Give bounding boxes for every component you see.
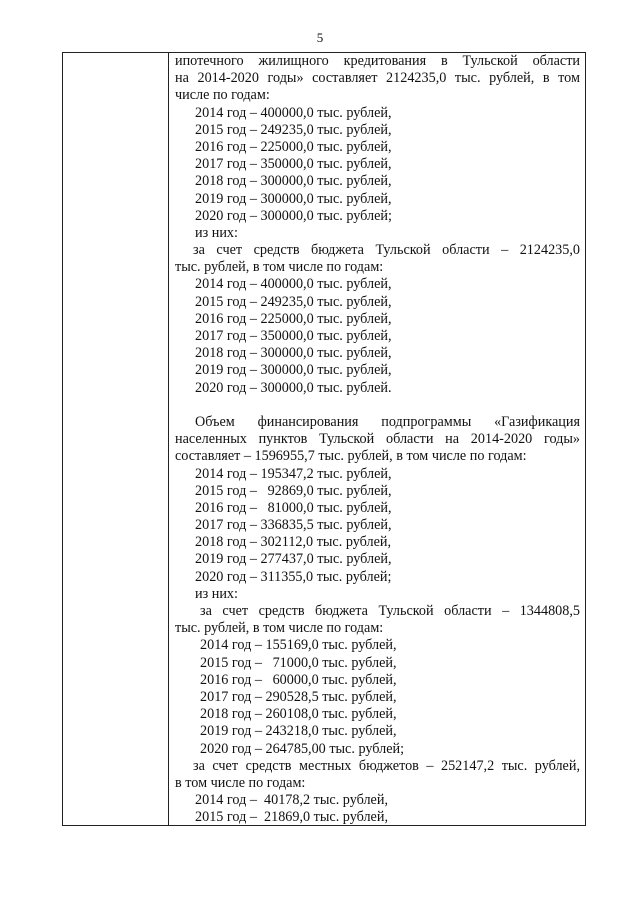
text-line: в том числе по годам: — [175, 774, 306, 791]
year-line: 2014 год – 40178,2 тыс. рублей, — [195, 792, 388, 809]
year-line: 2019 год – 277437,0 тыс. рублей, — [195, 551, 392, 568]
text-line: за счет средств местных бюджетов – 252147,2 тыс. рублей, — [193, 757, 580, 774]
year-line: 2014 год – 155169,0 тыс. рублей, — [200, 637, 397, 654]
year-line: 2017 год – 336835,5 тыс. рублей, — [195, 517, 392, 534]
year-line: 2018 год – 300000,0 тыс. рублей, — [195, 173, 392, 190]
year-line: 2016 год – 225000,0 тыс. рублей, — [195, 310, 392, 327]
year-line: 2020 год – 300000,0 тыс. рублей; — [195, 207, 392, 224]
text-line: на 2014-2020 годы» составляет 2124235,0 тыс. рублей, в том — [175, 70, 580, 87]
year-line: 2017 год – 350000,0 тыс. рублей, — [195, 328, 392, 344]
year-line: 2016 год – 225000,0 тыс. рублей, — [195, 138, 392, 155]
year-line: 2018 год – 300000,0 тыс. рублей, — [195, 345, 392, 362]
year-line: 2015 год – 249235,0 тыс. рублей, — [195, 293, 392, 310]
text-line: населенных пунктов Тульской области на 2014-2020 годы» — [175, 431, 580, 448]
text-line: тыс. рублей, в том числе по годам: — [175, 620, 384, 637]
text-line: из них: — [195, 585, 238, 602]
text-line: числе по годам: — [175, 87, 270, 104]
year-line: 2018 год – 260108,0 тыс. рублей, — [200, 706, 397, 723]
year-line: 2020 год – 264785,00 тыс. рублей; — [200, 740, 405, 757]
page-number: 5 — [316, 30, 324, 45]
year-line: 2015 год – 21869,0 тыс. рублей, — [195, 809, 388, 826]
year-line: 2016 год – 60000,0 тыс. рублей, — [200, 671, 397, 688]
year-line: 2019 год – 243218,0 тыс. рублей, — [200, 723, 397, 740]
year-line: 2017 год – 350000,0 тыс. рублей, — [195, 156, 392, 173]
year-line: 2017 год – 290528,5 тыс. рублей, — [200, 688, 397, 705]
year-line: 2014 год – 195347,2 тыс. рублей, — [195, 465, 392, 482]
text-line: за счет средств бюджета Тульской области – 1344808,5 — [200, 603, 580, 619]
text-line: ипотечного жилищного кредитования в Тульской области — [175, 53, 580, 69]
year-line: 2014 год – 400000,0 тыс. рублей, — [195, 104, 392, 121]
year-line: 2015 год – 249235,0 тыс. рублей, — [195, 121, 392, 138]
year-line: 2018 год – 302112,0 тыс. рублей, — [195, 534, 392, 551]
year-line: 2015 год – 92869,0 тыс. рублей, — [195, 482, 392, 499]
table-column-divider — [168, 52, 169, 826]
text-line: Объем финансирования подпрограммы «Газификация — [195, 413, 580, 430]
spacer — [175, 397, 580, 414]
text-line: составляет – 1596955,7 тыс. рублей, в том числе по годам: — [175, 448, 527, 465]
text-line: тыс. рублей, в том числе по годам: — [175, 259, 384, 276]
year-line: 2015 год – 71000,0 тыс. рублей, — [200, 654, 397, 671]
year-line: 2019 год – 300000,0 тыс. рублей, — [195, 362, 392, 379]
text-line: за счет средств бюджета Тульской области – 2124235,0 — [193, 242, 580, 259]
year-line: 2020 год – 311355,0 тыс. рублей; — [195, 568, 392, 585]
table-cell-content — [175, 53, 580, 826]
year-line: 2019 год – 300000,0 тыс. рублей, — [195, 190, 392, 207]
year-line: 2016 год – 81000,0 тыс. рублей, — [195, 499, 392, 516]
year-line: 2014 год – 400000,0 тыс. рублей, — [195, 276, 392, 293]
year-line: 2020 год – 300000,0 тыс. рублей. — [195, 379, 392, 396]
text-line: из них: — [195, 224, 238, 241]
